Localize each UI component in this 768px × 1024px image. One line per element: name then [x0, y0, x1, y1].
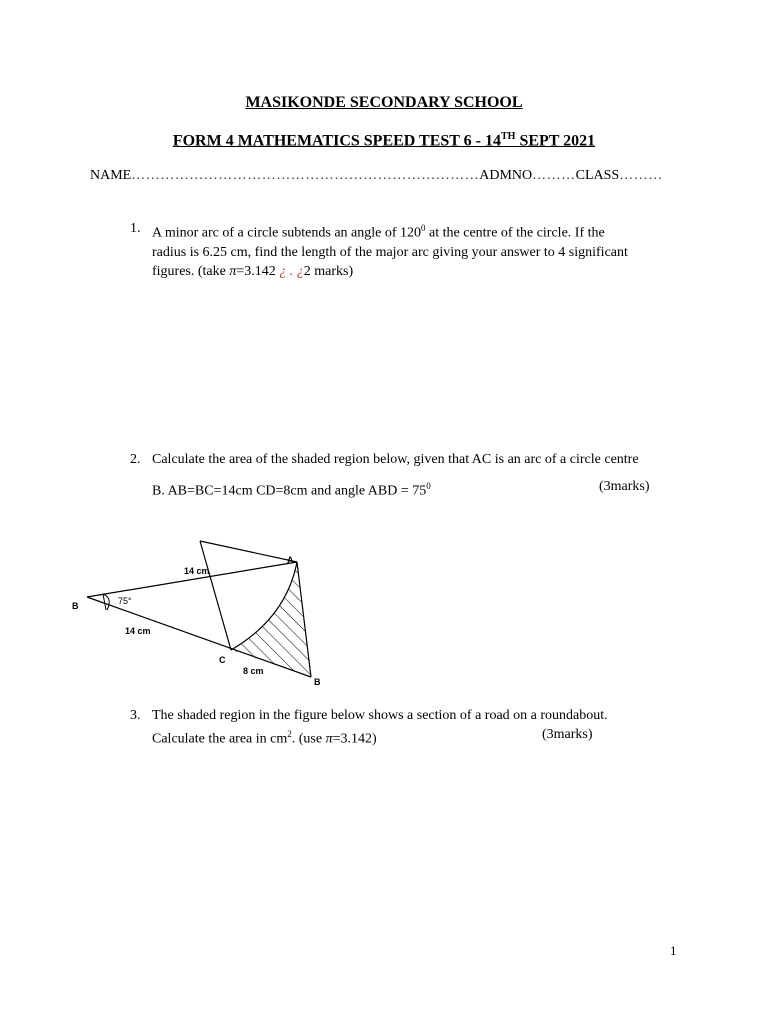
q2-line2-text: B. AB=BC=14cm CD=8cm and angle ABD = 75 — [152, 483, 427, 499]
label-b-left: B — [72, 601, 79, 611]
question-3-marks: (3marks) — [542, 727, 593, 742]
question-3-text — [152, 706, 687, 749]
class-blank: ……… — [619, 168, 663, 183]
admno-blank: ……… — [532, 168, 576, 183]
angle-tick — [103, 594, 106, 610]
label-angle: 75° — [118, 596, 132, 606]
question-1-text — [152, 219, 687, 281]
test-title-main: FORM 4 MATHEMATICS SPEED TEST 6 - 14 — [172, 132, 501, 150]
test-title-ordinal: TH — [501, 131, 516, 142]
q3-pi-value: =3.142) — [332, 731, 377, 747]
q2-degree-sup: 0 — [426, 481, 431, 491]
label-b-right: B — [314, 677, 321, 687]
question-1-number: 1. — [130, 221, 141, 236]
student-id-line — [90, 168, 663, 184]
q1-marks: 2 marks) — [303, 263, 354, 279]
label-top-side: 14 cm — [184, 566, 210, 576]
question-3-line-1: The shaded region in the figure below shows a section of a road on a roundabout. — [152, 708, 608, 723]
school-name: MASIKONDE SECONDARY SCHOOL — [245, 94, 523, 111]
page-number: 1 — [670, 943, 677, 958]
question-2-marks: (3marks) — [599, 479, 650, 494]
admno-label: ADMNO — [479, 168, 533, 183]
name-blank: ……………………………………………………………… — [131, 168, 480, 183]
q1-line1-start: A minor arc of a circle subtends an angle of 120 — [152, 225, 422, 241]
line-top-to-a — [200, 541, 297, 562]
q3-squared-sup: 2 — [287, 729, 292, 739]
test-title-date: SEPT 2021 — [515, 132, 596, 150]
label-cd: 8 cm — [243, 666, 264, 676]
class-label: CLASS — [575, 168, 620, 183]
label-a: A — [287, 555, 294, 565]
label-c: C — [219, 655, 226, 665]
q1-pi-symbol: π — [229, 263, 237, 279]
label-bottom-side: 14 cm — [125, 626, 151, 636]
question-2-line-1: Calculate the area of the shaded region below, given that AC is an arc of a circle centre — [152, 452, 639, 467]
name-label: NAME — [90, 168, 132, 183]
test-title — [0, 131, 768, 150]
q1-line3-start: figures. (take — [152, 263, 230, 279]
q3-use: . (use — [291, 731, 326, 747]
q3-pi-symbol: π — [325, 731, 333, 747]
question-1-line-3 — [152, 262, 687, 281]
question-2-figure — [0, 530, 340, 695]
q1-degree-sup: 0 — [421, 223, 426, 233]
question-2-line-2 — [152, 477, 687, 501]
question-2-text — [152, 450, 687, 501]
q3-line2-start: Calculate the area in cm — [152, 731, 288, 747]
question-2-number: 2. — [130, 452, 141, 467]
q1-line1-end: at the centre of the circle. If the — [425, 225, 605, 241]
q1-pi-value: =3.142 — [236, 263, 280, 279]
question-1-line-1 — [152, 219, 687, 243]
question-3-number: 3. — [130, 708, 141, 723]
line-top-to-c — [200, 541, 231, 650]
question-1-line-2: radius is 6.25 cm, find the length of the major arc giving your answer to 4 significant — [152, 244, 628, 260]
q1-garbled-chars: ¿ . ¿ — [279, 263, 304, 279]
question-3-line-2 — [152, 725, 687, 749]
